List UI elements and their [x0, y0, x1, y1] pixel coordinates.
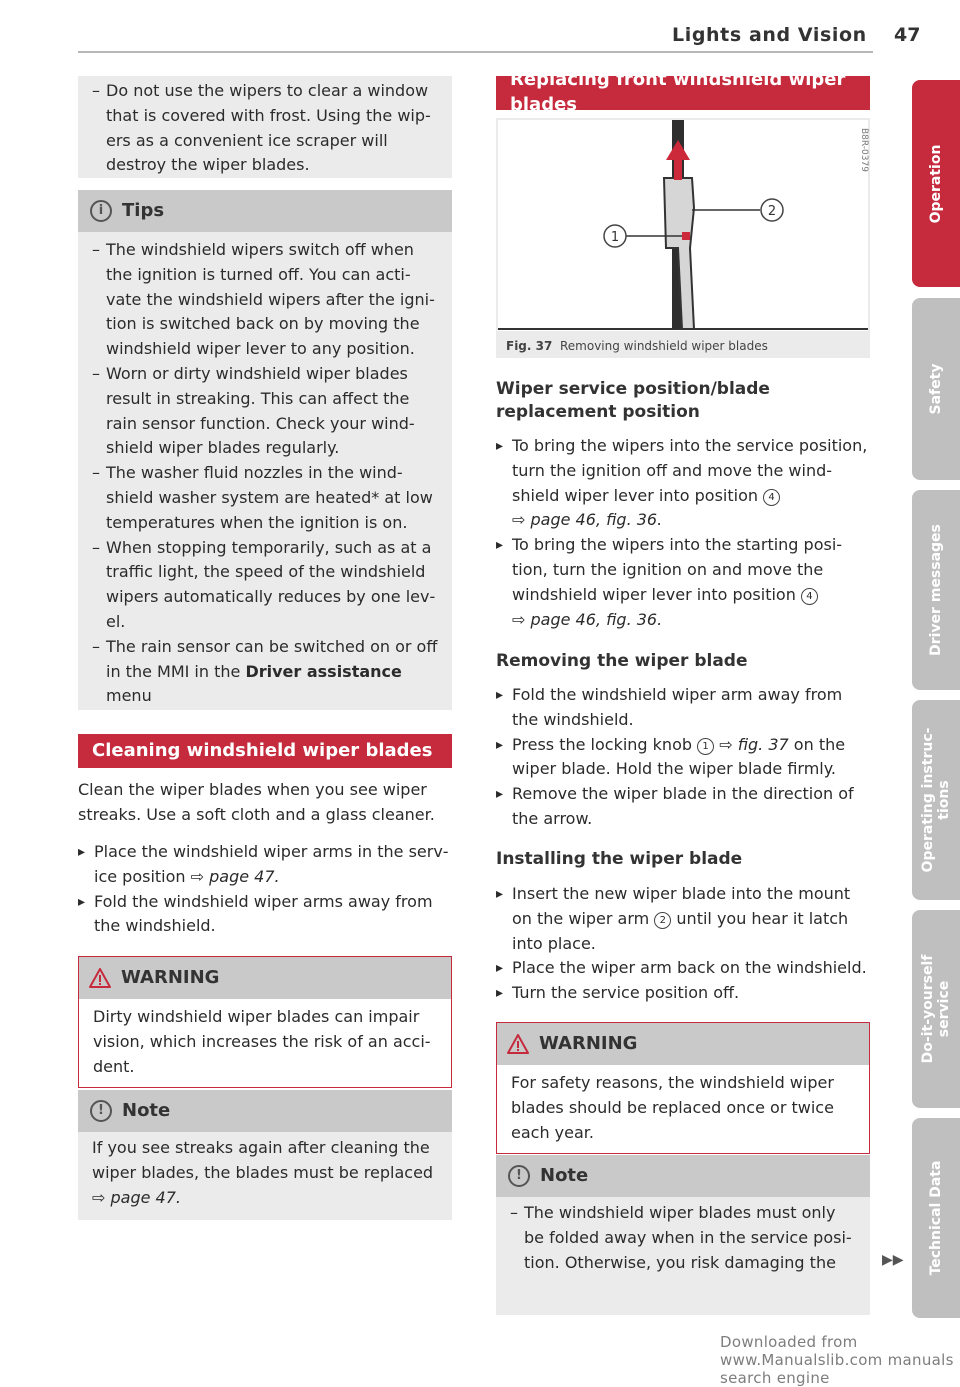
warning-box	[496, 1022, 870, 1154]
service-step	[496, 533, 870, 632]
continue-arrow-icon: ▶▶	[882, 1252, 904, 1268]
figure-37	[496, 118, 870, 358]
section-title: Lights and Vision	[672, 24, 867, 46]
tips-item: – The washer fluid nozzles in the windshield washer system are heated* at low temperatures when the ignition is on.	[92, 461, 438, 535]
intro-box	[78, 76, 452, 178]
removing-step	[496, 733, 870, 783]
figure-caption-text: Removing windshield wiper blades	[559, 339, 768, 353]
tips-list	[92, 238, 438, 709]
removing-heading: Removing the wiper blade	[496, 651, 748, 671]
tips-item-bold: Driver assistance	[245, 661, 402, 681]
tips-item: – Worn or dirty windshield wiper blades result in streaking. This can affect the rain sensor function. Check your windshield wiper blades regularly.	[92, 362, 438, 461]
tips-header	[78, 190, 452, 232]
note-box	[78, 1090, 452, 1220]
tab-label: Operating instruc- tions	[920, 727, 952, 873]
tips-item: – When stopping temporarily, such as at a traffic light, the speed of the windshield wipers automatically reduces by one level.	[92, 536, 438, 635]
warning-body: Dirty windshield wiper blades can impair vision, which increases the risk of an accident.	[79, 999, 451, 1087]
intro-item: – Do not use the wipers to clear a window that is covered with frost. Using the wipers as a convenient ice scraper will destroy the wiper blades.	[92, 79, 438, 178]
tips-item: – The windshield wipers switch off when the ignition is turned off. You can activate the windshield wipers after the ignition is switched back on by moving the windshield wiper lever to any position.	[92, 238, 438, 362]
tab-safety[interactable]	[912, 298, 960, 480]
exclamation-icon: !	[90, 1100, 112, 1122]
installing-step-text: Insert the new wiper blade into the mount on the wiper arm	[512, 884, 851, 928]
page-reference: ⇨ page 47.	[92, 1187, 181, 1207]
cleaning-steps	[78, 840, 452, 939]
warning-heading: WARNING	[539, 1032, 638, 1054]
header-rule	[78, 51, 873, 53]
service-heading: Wiper service position/blade replacement position	[496, 379, 770, 422]
tab-label: Driver messages	[928, 524, 944, 656]
figure-caption-label: Fig. 37	[506, 339, 553, 353]
wiper-blade-illustration	[496, 118, 870, 334]
callout-number: 2	[654, 912, 671, 929]
warning-box	[78, 956, 452, 1088]
warning-body: For safety reasons, the windshield wiper blades should be replaced once or twice each year.	[497, 1065, 869, 1153]
service-step	[496, 434, 870, 533]
note-body	[78, 1132, 452, 1220]
tips-heading: Tips	[122, 199, 165, 221]
page-reference: ⇨ page 47.	[190, 866, 280, 886]
page-reference: ⇨ page 46, fig. 36.	[512, 510, 663, 530]
callout-2: 2	[767, 204, 777, 219]
tab-operating-instructions[interactable]	[912, 700, 960, 900]
warning-triangle-icon	[89, 967, 111, 989]
tab-driver-messages[interactable]	[912, 490, 960, 690]
callout-number: 1	[697, 738, 714, 755]
removing-steps	[496, 683, 870, 832]
info-icon: i	[90, 200, 112, 222]
tips-item-text: The rain sensor can be switched on or off in the MMI in the	[106, 636, 438, 681]
installing-step-text: until you hear it latch into place.	[512, 908, 849, 953]
intro-list	[92, 79, 438, 178]
note-heading: Note	[122, 1099, 171, 1121]
tab-label: Operation	[928, 144, 944, 223]
cleaning-step	[78, 840, 452, 890]
removing-step: ▸ Remove the wiper blade in the direction of the arrow.	[496, 782, 870, 832]
replacing-title: Replacing front windshield wiper blades	[496, 76, 870, 110]
cleaning-step-list	[78, 840, 452, 939]
figure-reference: ⇨ fig. 37	[714, 734, 789, 754]
installing-step-list	[496, 882, 870, 1006]
warning-header	[79, 957, 451, 999]
note-body	[496, 1197, 870, 1315]
tips-item	[92, 635, 438, 709]
warning-triangle-icon	[507, 1033, 529, 1055]
installing-step: ▸ Place the wiper arm back on the windshield.	[496, 956, 870, 981]
cleaning-step: ▸ Fold the windshield wiper arms away from the windshield.	[78, 890, 452, 940]
cleaning-body: Clean the wiper blades when you see wiper streaks. Use a soft cloth and a glass cleaner.	[78, 780, 435, 824]
service-steps	[496, 434, 870, 632]
position-number: 4	[801, 588, 818, 605]
installing-heading: Installing the wiper blade	[496, 849, 743, 869]
page-reference: ⇨ page 46, fig. 36.	[512, 609, 663, 629]
exclamation-icon: !	[508, 1165, 530, 1187]
service-step-text: To bring the wipers into the service position, turn the ignition off and move the windshield wiper lever into position	[512, 436, 868, 505]
tab-label: Technical Data	[928, 1160, 944, 1276]
service-step-list	[496, 434, 870, 632]
note-box	[496, 1155, 870, 1315]
position-number: 4	[763, 489, 780, 506]
callout-1: 1	[610, 230, 620, 245]
note-header	[78, 1090, 452, 1132]
warning-heading: WARNING	[121, 966, 220, 988]
note-header	[496, 1155, 870, 1197]
tips-body	[78, 232, 452, 710]
tips-box	[78, 190, 452, 710]
cleaning-step-text: Place the windshield wiper arms in the service position	[94, 842, 449, 886]
warning-header	[497, 1023, 869, 1065]
cleaning-title: Cleaning windshield wiper blades	[78, 734, 452, 768]
installing-step: ▸ Turn the service position off.	[496, 981, 870, 1006]
note-heading: Note	[540, 1164, 589, 1186]
installing-step	[496, 882, 870, 956]
removing-step: ▸ Fold the windshield wiper arm away from the windshield.	[496, 683, 870, 733]
service-step-text: To bring the wipers into the starting position, turn the ignition on and move the windshield wiper lever into position	[512, 535, 843, 604]
note-item: – The windshield wiper blades must only be folded away when in the service position. Otherwise, you risk damaging the	[510, 1201, 856, 1275]
page-number: 47	[894, 24, 921, 46]
installing-steps	[496, 882, 870, 1006]
figure-code: B8R-0379	[859, 128, 869, 172]
removing-step-text: on the wiper blade. Hold the wiper blade firmly.	[512, 734, 846, 779]
note-list	[510, 1201, 856, 1275]
removing-step-text: Press the locking knob	[512, 734, 698, 754]
tips-item-text: menu	[106, 686, 152, 706]
note-text: If you see streaks again after cleaning the wiper blades, the blades must be replaced	[92, 1138, 434, 1182]
tab-label: Do-it-yourself service	[920, 954, 952, 1064]
removing-step-list	[496, 683, 870, 832]
tab-do-it-yourself-service[interactable]	[912, 910, 960, 1108]
figure-caption	[506, 339, 768, 353]
tab-label: Safety	[928, 363, 944, 415]
tab-technical-data[interactable]	[912, 1118, 960, 1318]
footer-watermark: Downloaded from www.Manualslib.com manuals search engine	[720, 1333, 954, 1387]
tab-operation[interactable]	[912, 80, 960, 287]
